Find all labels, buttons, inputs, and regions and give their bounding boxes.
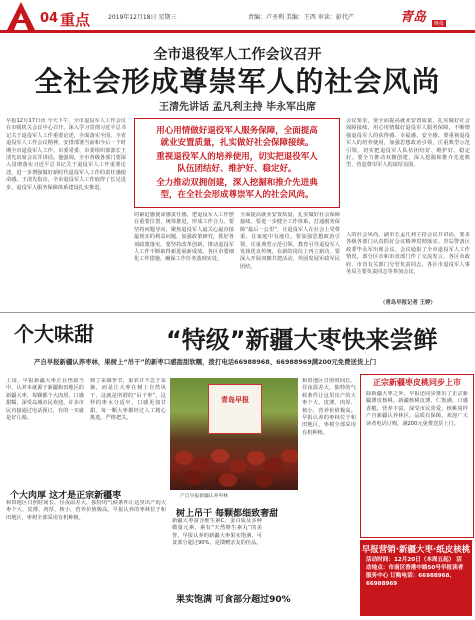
jujube-photo	[170, 378, 298, 490]
jujube-pile-icon	[170, 438, 298, 490]
article1-subtitle: 全市退役军人工作会议召开	[153, 47, 322, 63]
article2-headline-left: 个大味甜	[14, 322, 94, 346]
sidebar-walnut-body: 除新疆大枣之外，早报还同步推出了正宗新疆薄皮核桃。新疆核桃皮薄、仁饱满、口感香脆，营养丰富，深受市民喜爱。核桃同样产自新疆认养林区，品质有保障。欢迎广大读者电话订购，满200元免费送货上门。	[366, 391, 468, 427]
issue-date: 2019年12月18日 星期三	[108, 14, 177, 21]
article2-column-3: 到了采摘季节，果农并不急于采摘，而是让大枣在树上自然风干，这就是所谓的“吊干枣”。这样的枣水分适中，口感更加甘甜。每一颗大枣都经过人工精心挑选，严格把关。	[90, 378, 166, 422]
article2-subtitle: 产自早报新疆认养枣林，果树上“吊干”的新枣口感甜甜软糯，拨打电话66988968、66988969满200元免费送货上门	[34, 358, 377, 366]
sidebar-walnut-box	[360, 374, 474, 538]
quote-line: 全力推动双拥创建，深入挖掘和推介先进典	[156, 178, 318, 188]
quote-line: 就业安置质量，扎实做好社会保障接续。	[160, 138, 314, 148]
article2-column-1: 上周，早报新疆大枣正在热销当中，认养本就源于新疆和田地区的新疆大枣，每颗都个大肉厚，口感甜糯，深受岛城市民欢迎。许多市民直接通过电话预订，有的一买就是好几箱。	[6, 378, 84, 422]
article1-column-3: 全面提高就业安置质量，扎实做好社会保障接续。要进一步健全工作体系，打通服务保障“最后一公里”，让退役军人在社会上受尊重、在家庭中有地位。要加强思想政治引领，注重典型示范引领，教育引导退役军人发扬优良传统，在新的岗位上再立新功。要深入开展双拥共建活动，巩固发展军政军民团结。	[240, 212, 340, 270]
article1-column-2: 的紧迫感使命感责任感，把退役军人工作摆在重要位置，统筹推进，形成工作合力。要坚持问题导向，聚焦退役军人最关心最直接最现实的利益问题，加强政策研究，抓好各项政策落实。要坚持改革创新，推动退役军人工作不断取得新进展新成效。各区市要细化工作措施，确保工作任务落到实处。	[134, 212, 234, 263]
quote-line: 型，在全社会形成尊崇军人的社会风尚。	[160, 190, 314, 200]
article2-column-2: 和田地区日照时间长、昼夜温差大，独特的气候条件让这里出产的大枣个大、皮薄、肉厚、核小，营养价值极高。早报认养的枣林位于和田地区，枣树全部采用有机种植。	[6, 500, 166, 521]
photo-caption: 产自早报新疆认养枣林	[180, 494, 228, 499]
photo-sign	[208, 384, 262, 434]
section-title: 重点	[60, 11, 91, 29]
article2-headline-right: “特级”新疆大枣快来尝鲜	[166, 326, 438, 354]
article1-column-1: 早报12月17日讯 今天下午，全市退役军人工作会议在市级机关会议中心召开。深入学习贯彻习近平总书记关于退役军人工作重要论述，全面落实全国、全省退役军人工作会议精神，安排部署当前和今后一个时期全市退役军人工作。市委常委、市委组织部部长王清先出席会议并讲话。他强调，全市各级各部门要深入贯彻落实习近平总书记关于退役军人工作重要论述，进一步增强做好新时代退役军人工作的责任感使命感。王清先指出，全市退役军人工作取得了长足进步，退役军人服务保障体系建设扎实推进。	[6, 118, 126, 191]
article2-subhead-2: 树上吊干 每颗都细致奢甜	[176, 509, 279, 519]
photo-sign-text: 青岛早报	[221, 396, 249, 404]
quote-line: 用心用情做好退役军人服务保障，全面提高	[156, 126, 318, 136]
article-divider	[0, 312, 475, 313]
article2-subhead-3: 果实饱满 可食部分超过90%	[176, 595, 291, 605]
article1-column-4: 会议要求，要全面提高就业安置质量，扎实做好社会保障接续，用心用情做好退役军人服务保障，不断增强退役军人的获得感、幸福感、安全感。要重视退役军人的培养使用，加强思想政治引领，注重典型示范引领，切实把退役军人队伍团结好、维护好、稳定好。要全力推动双拥创建，深入挖掘和推介先进典型，营造尊崇军人的浓厚氛围。	[346, 118, 470, 169]
header-rule	[0, 30, 475, 33]
page-number: 04	[40, 11, 59, 26]
article1-reporter-note: （青岛早报记者 王婷）	[380, 300, 436, 306]
article2-subhead-1: 个大肉厚 这才是正宗新疆枣	[10, 491, 122, 501]
quote-line: 队伍团结好、维护好、稳定好。	[177, 164, 297, 174]
sidebar-promo-body: 活动时间：12月20日（本周五起） 活动地点：市南区香港中路50号早报读者服务中心 订购电话：66988968、66988969	[366, 557, 464, 587]
page-header	[0, 0, 475, 34]
article2-column-5: 和田地区日照时间长、昼夜温差大，独特的气候条件让这里出产的大枣个大、皮薄、肉厚、核小，营养价值极高。早报认养的枣林位于和田地区，枣树全部采用有机种植。	[302, 378, 356, 436]
quote-line: 重视退役军人的培养使用，切实把退役军人	[156, 152, 318, 162]
article1-column-5: 人的社会风尚。副市长孟凡利主持会议并讲话，要求各级各部门认真抓好会议精神贯彻落实。青岛警备区政委毕永军出席会议。会议通报了全市退役军人工作情况，部分区市和市直部门作了交流发言。各区市政府、市直有关部门分管负责同志，各区市退役军人事务局主要负责同志等参加会议。	[346, 232, 470, 276]
newspaper-brand: 青岛	[400, 10, 427, 25]
newspaper-brand-tag: 晚报	[434, 21, 445, 27]
sidebar-walnut-title: 正宗新疆枣皮桃同步上市	[373, 378, 461, 387]
newspaper-logo-icon	[6, 1, 36, 31]
sidebar-promo-box	[360, 540, 472, 616]
article1-headline: 全社会形成尊崇军人的社会风尚	[34, 65, 441, 98]
article2-column-4: 新疆大枣富含维生素C、蛋白质及多种微量元素，素有“天然维生素丸”的美誉。早报认养的新疆大枣果实饱满，可食部分超过90%，是馈赠亲友的佳品。	[172, 518, 262, 547]
article1-byline: 王清先讲话 孟凡利主持 毕永军出席	[159, 102, 316, 113]
sidebar-promo-title: 早报营销·新疆大枣·纸皮核桃	[361, 545, 471, 555]
editor-credits: 责编：卢圣利 美编：王西 审读：彭代产	[248, 14, 354, 21]
article1-pull-quote	[134, 118, 340, 208]
